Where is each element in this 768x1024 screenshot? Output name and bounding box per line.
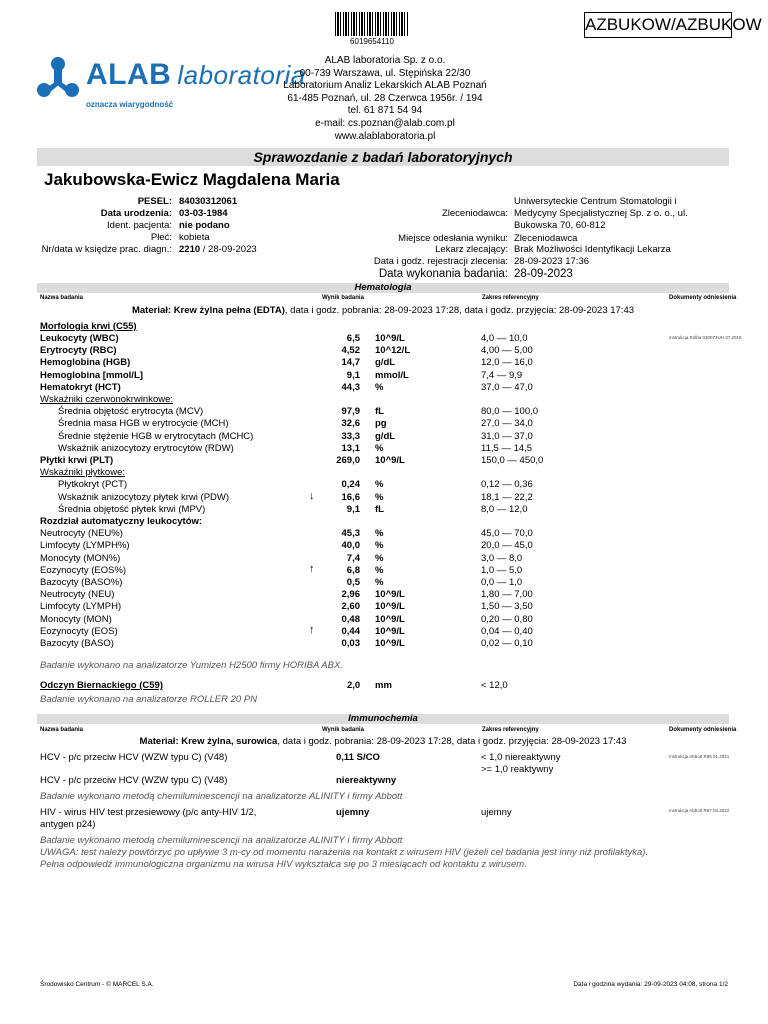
nr-label: Nr/data w księdze prac. diagn.: bbox=[41, 244, 172, 255]
result-unit: % bbox=[375, 528, 384, 540]
hiv-value: ujemny bbox=[336, 807, 370, 818]
result-name: Wskaźniki czerwonokrwinkowe: bbox=[40, 394, 174, 405]
result-name: Płytkokryt (PCT) bbox=[58, 479, 128, 491]
result-unit: % bbox=[375, 540, 384, 552]
esr-range: < 12,0 bbox=[481, 680, 508, 691]
result-value: 0,5 bbox=[346, 577, 360, 588]
data-wyk-label: Data wykonania badania: bbox=[378, 268, 508, 280]
result-value: 7,4 bbox=[346, 552, 360, 564]
result-unit: % bbox=[375, 381, 384, 393]
high-flag-icon: ↑ bbox=[309, 562, 315, 575]
result-range: 31,0 — 37,0 bbox=[481, 430, 533, 442]
result-name: Bazocyty (BASO%) bbox=[40, 577, 123, 588]
esr-value: 2,0 bbox=[347, 680, 361, 691]
result-unit: 10^9/L bbox=[375, 601, 405, 613]
result-value: 44,3 bbox=[341, 381, 360, 393]
zlec-line: Bukowska 70, 60-812 bbox=[514, 220, 606, 231]
result-name: Wskaźnik anizocytozy płytek krwi (PDW) bbox=[58, 491, 230, 503]
dob-label: Data urodzenia: bbox=[100, 208, 172, 219]
ident-label: Ident. pacjenta: bbox=[107, 220, 172, 231]
result-value: 0,24 bbox=[341, 479, 360, 491]
address-line: 00-739 Warszawa, ul. Stępińska 22/30 bbox=[299, 67, 471, 79]
lab-address bbox=[270, 55, 500, 143]
result-name: Neutrocyty (NEU) bbox=[40, 589, 115, 601]
result-unit: fL bbox=[375, 503, 384, 515]
data-rej-value: 28-09-2023 17:36 bbox=[514, 256, 590, 267]
data-wyk-value: 28-09-2023 bbox=[514, 268, 573, 280]
result-range: 80,0 — 100,0 bbox=[481, 406, 539, 418]
result-range: 27,0 — 34,0 bbox=[481, 418, 533, 430]
result-range: 0,20 — 0,80 bbox=[481, 613, 533, 625]
esr-name: Odczyn Biernackiego (C59) bbox=[40, 680, 164, 691]
note-alinity: Badanie wykonano metodą chemiluminescencji na analizatorze ALINITY i firmy Abbott bbox=[40, 791, 403, 802]
low-flag-icon: ↓ bbox=[309, 489, 315, 502]
result-range: 0,02 — 0,10 bbox=[481, 638, 533, 649]
dob-value: 03-03-1984 bbox=[179, 208, 228, 219]
hcv2-value: niereaktywny bbox=[336, 775, 397, 786]
result-name: Płytki krwi (PLT) bbox=[40, 455, 114, 466]
hiv-name-1: HIV - wirus HIV test przesiewowy (p/c anty-HIV 1/2, bbox=[40, 807, 257, 818]
result-value: 13,1 bbox=[341, 442, 360, 454]
section-hematology: Hematologia bbox=[37, 283, 729, 293]
doc-reference: Instrukcja Rolba 030073UH 37.2018 bbox=[669, 335, 742, 340]
address-line: Laboratorium Analiz Lekarskich ALAB Poznań bbox=[283, 80, 487, 92]
result-name: Rozdział automatyczny leukocytów: bbox=[40, 516, 203, 527]
result-value: 9,1 bbox=[346, 503, 360, 515]
result-range: 1,0 — 5,0 bbox=[481, 564, 523, 576]
result-unit: % bbox=[375, 479, 384, 491]
doc-reference: Instrukcja Abbott R87 03.2022 bbox=[669, 808, 730, 813]
zlec-line: Uniwersyteckie Centrum Stomatologii i bbox=[514, 196, 677, 207]
result-range: 4,00 — 5,00 bbox=[481, 345, 533, 357]
result-range: 1,80 — 7,00 bbox=[481, 589, 533, 601]
col-name-header: Nazwa badania bbox=[40, 295, 84, 301]
col-result-header: Wynik badania bbox=[322, 727, 364, 733]
hcv2-name: HCV - p/c przeciw HCV (WZW typu C) (V48) bbox=[40, 775, 228, 786]
footer-left: Środowisko Centrum - © MARCEL S.A. bbox=[40, 981, 154, 988]
sex-value: kobieta bbox=[179, 232, 210, 243]
result-name: Hemoglobina (HGB) bbox=[40, 357, 131, 369]
result-unit: % bbox=[375, 552, 384, 564]
result-value: 40,0 bbox=[341, 540, 360, 552]
result-name: Erytrocyty (RBC) bbox=[40, 345, 117, 357]
logo-sub: laboratoria bbox=[177, 60, 306, 90]
result-name: Monocyty (MON) bbox=[40, 613, 112, 625]
result-range: 0,12 — 0,36 bbox=[481, 479, 533, 491]
result-unit: 10^9/L bbox=[375, 625, 405, 637]
group-title: Morfologia krwi (C55) bbox=[40, 321, 137, 332]
result-value: 33,3 bbox=[341, 430, 360, 442]
result-value: 32,6 bbox=[341, 418, 360, 430]
result-name: Neutrocyty (NEU%) bbox=[40, 528, 123, 540]
hcv1-range-2: >= 1,0 reaktywny bbox=[481, 764, 554, 775]
result-name: Eozynocyty (EOS%) bbox=[40, 564, 127, 576]
report-title: Sprawozdanie z badań laboratoryjnych bbox=[37, 148, 729, 166]
nr-rest: / 28-09-2023 bbox=[200, 244, 257, 255]
result-name: Średnia objętość płytek krwi (MPV) bbox=[58, 503, 206, 515]
material-bold: Materiał: Krew żylna, surowica bbox=[139, 736, 278, 747]
result-range: 45,0 — 70,0 bbox=[481, 528, 533, 540]
hiv-range: ujemny bbox=[481, 807, 512, 818]
result-name: Hematokryt (HCT) bbox=[40, 381, 121, 393]
result-unit: % bbox=[375, 577, 384, 588]
result-name: Leukocyty (WBC) bbox=[40, 333, 119, 344]
result-range: 0,04 — 0,40 bbox=[481, 625, 533, 637]
logo-tagline: oznacza wiarygodność bbox=[86, 100, 174, 109]
result-name: Eozynocyty (EOS) bbox=[40, 625, 118, 637]
hiv-name-2: antygen p24) bbox=[40, 819, 96, 830]
address-line: www.alablaboratoria.pl bbox=[334, 130, 436, 142]
nr-bold: 2210 bbox=[179, 244, 201, 255]
address-line: ALAB laboratoria Sp. z o.o. bbox=[324, 55, 446, 66]
result-range: 11,5 — 14,5 bbox=[481, 442, 533, 454]
result-range: 37,0 — 47,0 bbox=[481, 381, 533, 393]
result-range: 1,50 — 3,50 bbox=[481, 601, 533, 613]
footer-right: Data i godzina wydania: 29-09-2023 04:08, strona 1/2 bbox=[573, 981, 728, 988]
col-result-header: Wynik badania bbox=[322, 295, 364, 301]
material-hematology bbox=[37, 305, 729, 316]
result-range: 0,0 — 1,0 bbox=[481, 577, 523, 588]
zlec-line: Medycyny Specjalistycznej Sp. z o. o., ul. bbox=[514, 208, 688, 219]
col-doc-header: Dokumenty odniesienia bbox=[669, 295, 737, 301]
hcv1-name: HCV - p/c przeciw HCV (WZW typu C) (V48) bbox=[40, 752, 228, 763]
result-range: 12,0 — 16,0 bbox=[481, 357, 533, 369]
logo-main: ALAB bbox=[86, 58, 172, 91]
barcode bbox=[335, 12, 409, 36]
result-value: 6,8 bbox=[346, 564, 360, 576]
result-value: 0,44 bbox=[341, 625, 360, 637]
note-immune-response: Pełna odpowiedź immunologiczna organizmu na wirusa HIV wykształca się po 3 miesiącach od kontaktu z wirusem. bbox=[40, 859, 527, 870]
result-value: 6,5 bbox=[346, 333, 360, 344]
doc-reference: Instrukcja Abbott R95 01.2021 bbox=[669, 754, 730, 759]
result-unit: % bbox=[375, 442, 384, 454]
code-box: AZBUKOW/AZBUKOW bbox=[584, 12, 732, 38]
col-doc-header: Dokumenty odniesienia bbox=[669, 727, 737, 733]
result-unit: fL bbox=[375, 406, 384, 418]
lekarz-label: Lekarz zlecający: bbox=[435, 244, 508, 255]
result-range: 150,0 — 450,0 bbox=[481, 455, 544, 466]
result-name: Monocyty (MON%) bbox=[40, 552, 121, 564]
result-unit: 10^9/L bbox=[375, 333, 405, 344]
result-value: 97,9 bbox=[341, 406, 360, 418]
result-value: 9,1 bbox=[346, 369, 360, 381]
result-range: 4,0 — 10,0 bbox=[481, 333, 528, 344]
material-bold: Materiał: Krew żylna pełna (EDTA) bbox=[131, 305, 285, 316]
result-value: 2,60 bbox=[341, 601, 360, 613]
zlec-label: Zleceniodawca: bbox=[441, 208, 508, 219]
miejsce-value: Zleceniodawca bbox=[514, 233, 578, 244]
result-name: Bazocyty (BASO) bbox=[40, 638, 114, 649]
address-line: tel. 61 871 54 94 bbox=[347, 105, 423, 117]
result-unit: 10^9/L bbox=[375, 589, 405, 601]
result-name: Średnia objętość erytrocyta (MCV) bbox=[58, 406, 204, 418]
address-line: 61-485 Poznań, ul. 28 Czerwca 1956r. / 194 bbox=[287, 92, 483, 104]
result-value: 45,3 bbox=[341, 528, 360, 540]
result-unit: % bbox=[375, 491, 384, 503]
lekarz-value: Brak Możliwości Identyfikacji Lekarza bbox=[514, 244, 671, 255]
pesel-label: PESEL: bbox=[137, 196, 172, 207]
result-value: 4,52 bbox=[341, 345, 360, 357]
sex-label: Płeć: bbox=[150, 232, 172, 243]
result-unit: pg bbox=[375, 418, 387, 430]
nr-value bbox=[179, 244, 257, 255]
result-name: Hemoglobina [mmol/L] bbox=[40, 369, 143, 381]
result-name: Średnie stężenie HGB w erytrocytach (MCHC) bbox=[58, 430, 254, 442]
note-roller: Badanie wykonano na analizatorze ROLLER 20 PN bbox=[40, 694, 258, 705]
result-range: 20,0 — 45,0 bbox=[481, 540, 533, 552]
ident-value: nie podano bbox=[179, 220, 230, 231]
result-range: 18,1 — 22,2 bbox=[481, 491, 533, 503]
result-value: 2,96 bbox=[341, 589, 360, 601]
result-unit: 10^9/L bbox=[375, 638, 405, 649]
alab-logo-icon bbox=[36, 56, 80, 100]
result-name: Limfocyty (LYMPH) bbox=[40, 601, 122, 613]
material-immuno bbox=[37, 736, 729, 747]
hcv1-range-1: < 1,0 niereaktywny bbox=[481, 752, 561, 763]
result-name: Wskaźniki płytkowe: bbox=[40, 467, 125, 479]
result-range: 3,0 — 8,0 bbox=[481, 552, 523, 564]
section-immuno: Immunochemia bbox=[37, 714, 729, 724]
col-name-header: Nazwa badania bbox=[40, 727, 84, 733]
col-range-header: Zakres referencyjny bbox=[482, 295, 539, 301]
patient-name: Jakubowska-Ewicz Magdalena Maria bbox=[44, 170, 340, 189]
result-value: 0,03 bbox=[341, 638, 360, 649]
high-flag-icon: ↑ bbox=[309, 623, 315, 636]
result-unit: mmol/L bbox=[375, 369, 409, 381]
hcv1-value: 0,11 S/CO bbox=[336, 752, 380, 763]
data-rej-label: Data i godz. rejestracji zlecenia: bbox=[373, 256, 508, 267]
address-line: e-mail: cs.poznan@alab.com.pl bbox=[315, 117, 455, 129]
material-rest: , data i godz. pobrania: 28-09-2023 17:28, data i godz. przyjęcia: 28-09-2023 17:43 bbox=[277, 736, 627, 747]
result-range: 8,0 — 12,0 bbox=[481, 503, 528, 515]
material-rest: , data i godz. pobrania: 28-09-2023 17:28, data i godz. przyjęcia: 28-09-2023 17:43 bbox=[284, 305, 635, 316]
note-analyzer: Badanie wykonano na analizatorze Yumizen H2500 firmy HORIBA ABX. bbox=[40, 660, 343, 671]
miejsce-label: Miejsce odesłania wyniku: bbox=[398, 233, 508, 244]
result-value: 16,6 bbox=[341, 491, 360, 503]
pesel-value: 84030312061 bbox=[179, 196, 238, 207]
note-warning: UWAGA: test należy powtórzyć po upływie 3 m-cy od momentu narażenia na kontakt z wirusem HIV (jeżeli cel badania jest inny niż profilaktyka). bbox=[40, 847, 649, 858]
result-value: 269,0 bbox=[336, 455, 360, 466]
result-value: 14,7 bbox=[341, 357, 360, 369]
zlec-value bbox=[514, 196, 688, 232]
col-range-header: Zakres referencyjny bbox=[482, 727, 539, 733]
result-range: 7,4 — 9,9 bbox=[481, 369, 523, 381]
note-alinity-2: Badanie wykonano metodą chemiluminescencji na analizatorze ALINITY i firmy Abbott bbox=[40, 835, 403, 846]
result-name: Wskaźnik anizocytozy erytrocytów (RDW) bbox=[58, 442, 234, 454]
esr-unit: mm bbox=[375, 680, 392, 691]
result-value: 0,48 bbox=[341, 613, 360, 625]
result-name: Limfocyty (LYMPH%) bbox=[40, 540, 130, 552]
result-unit: g/dL bbox=[375, 357, 396, 369]
result-unit: g/dL bbox=[375, 430, 396, 442]
barcode-number: 6019654110 bbox=[350, 37, 394, 46]
result-unit: 10^9/L bbox=[375, 455, 405, 466]
result-name: Średnia masa HGB w erytrocycie (MCH) bbox=[58, 418, 229, 430]
result-unit: % bbox=[375, 564, 384, 576]
result-unit: 10^9/L bbox=[375, 613, 405, 625]
result-unit: 10^12/L bbox=[375, 345, 411, 357]
